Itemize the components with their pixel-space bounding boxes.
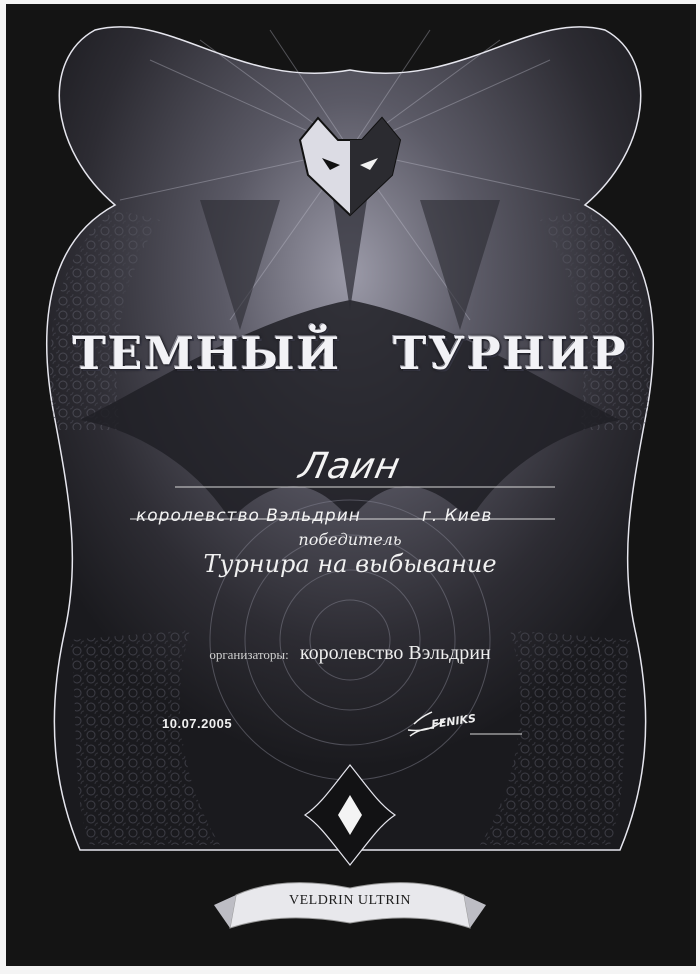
banner-text: VELDRIN ULTRIN	[289, 893, 411, 908]
award-line-tournament: Турнира на выбывание	[203, 550, 497, 578]
organizers-value: королевство Вэльдрин	[299, 642, 491, 664]
certificate-title: ТЕМНЫЙ ТУРНИР	[72, 327, 628, 380]
signature-text: FENIKS	[430, 711, 477, 731]
organizers-label: организаторы:	[209, 647, 289, 662]
winner-affiliation: королевство Вэльдрин	[136, 506, 361, 526]
organizers	[0, 642, 700, 665]
winner-name: Лаин	[295, 446, 405, 487]
award-line-winner: победитель	[298, 530, 402, 549]
winner-city: г. Киев	[422, 506, 493, 526]
signature	[404, 706, 524, 740]
certificate-date: 10.07.2005	[162, 716, 233, 731]
